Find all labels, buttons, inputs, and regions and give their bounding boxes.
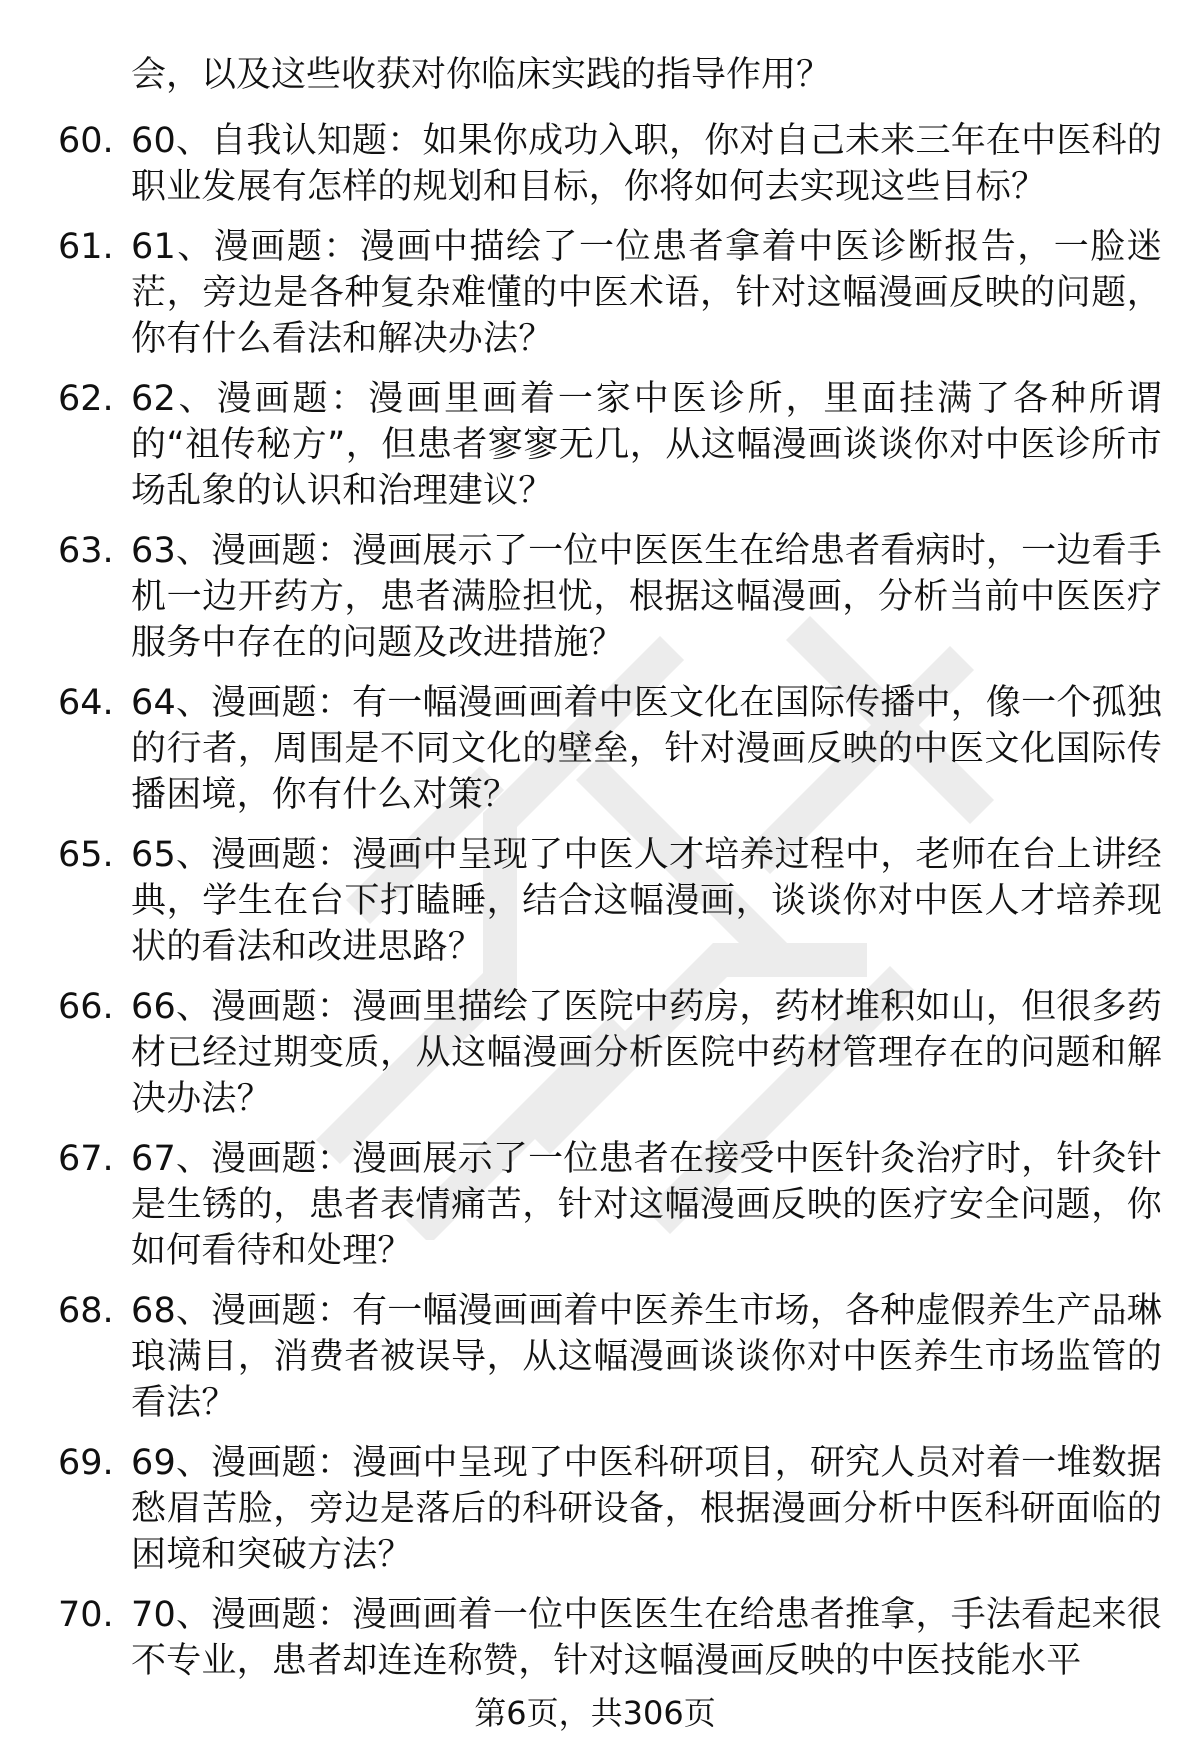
- list-item: [0, 224, 1190, 362]
- question-number: 61.: [58, 227, 114, 267]
- list-item: [0, 376, 1190, 514]
- question-text: 61、漫画题：漫画中描绘了一位患者拿着中医诊断报告，一脸迷茫，旁边是各种复杂难懂的中医术语，针对这幅漫画反映的问题，你有什么看法和解决办法？: [131, 227, 1162, 359]
- question-number: 68.: [58, 1291, 114, 1331]
- question-number: 67.: [58, 1139, 114, 1179]
- continuation-text: 会，以及这些收获对你临床实践的指导作用？: [131, 55, 832, 95]
- list-item: [0, 118, 1190, 210]
- question-text: 60、自我认知题：如果你成功入职，你对自己未来三年在中医科的职业发展有怎样的规划和目标，你将如何去实现这些目标？: [131, 121, 1162, 207]
- question-text: 70、漫画题：漫画画着一位中医医生在给患者推拿，手法看起来很不专业，患者却连连称赞，针对这幅漫画反映的中医技能水平: [131, 1595, 1162, 1681]
- question-text: 69、漫画题：漫画中呈现了中医科研项目，研究人员对着一堆数据愁眉苦脸，旁边是落后的科研设备，根据漫画分析中医科研面临的困境和突破方法？: [131, 1443, 1162, 1575]
- question-text: 68、漫画题：有一幅漫画画着中医养生市场，各种虚假养生产品琳琅满目，消费者被误导，从这幅漫画谈谈你对中医养生市场监管的看法？: [131, 1291, 1162, 1423]
- question-text: 67、漫画题：漫画展示了一位患者在接受中医针灸治疗时，针灸针是生锈的，患者表情痛苦，针对这幅漫画反映的医疗安全问题，你如何看待和处理？: [131, 1139, 1162, 1271]
- question-list: [0, 118, 1190, 1698]
- question-text: 65、漫画题：漫画中呈现了中医人才培养过程中，老师在台上讲经典，学生在台下打瞌睡，结合这幅漫画，谈谈你对中医人才培养现状的看法和改进思路？: [131, 835, 1162, 967]
- question-number: 64.: [58, 683, 114, 723]
- question-number: 66.: [58, 987, 114, 1027]
- page-footer: 第6页，共306页: [474, 1694, 716, 1732]
- question-number: 69.: [58, 1443, 114, 1483]
- question-number: 60.: [58, 121, 114, 161]
- question-text: 63、漫画题：漫画展示了一位中医医生在给患者看病时，一边看手机一边开药方，患者满脸担忧，根据这幅漫画，分析当前中医医疗服务中存在的问题及改进措施？: [131, 531, 1162, 663]
- list-item: [0, 984, 1190, 1122]
- list-item: [0, 680, 1190, 818]
- list-item: [0, 1136, 1190, 1274]
- question-number: 70.: [58, 1595, 114, 1635]
- question-number: 62.: [58, 379, 114, 419]
- question-text: 62、漫画题：漫画里画着一家中医诊所，里面挂满了各种所谓的“祖传秘方”，但患者寥寥无几，从这幅漫画谈谈你对中医诊所市场乱象的认识和治理建议？: [131, 379, 1162, 511]
- list-item: [0, 1288, 1190, 1426]
- question-number: 63.: [58, 531, 114, 571]
- question-text: 66、漫画题：漫画里描绘了医院中药房，药材堆积如山，但很多药材已经过期变质，从这幅漫画分析医院中药材管理存在的问题和解决办法？: [131, 987, 1162, 1119]
- list-item: [0, 528, 1190, 666]
- question-text: 64、漫画题：有一幅漫画画着中医文化在国际传播中，像一个孤独的行者，周围是不同文化的壁垒，针对漫画反映的中医文化国际传播困境，你有什么对策？: [131, 683, 1162, 815]
- list-item: [0, 1592, 1190, 1684]
- list-item: [0, 832, 1190, 970]
- list-item: [0, 1440, 1190, 1578]
- question-number: 65.: [58, 835, 114, 875]
